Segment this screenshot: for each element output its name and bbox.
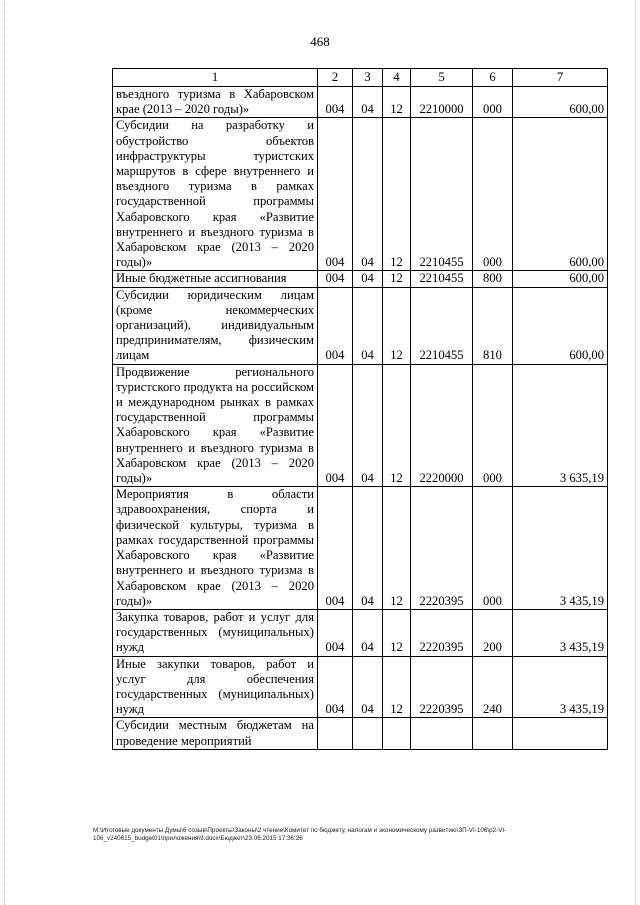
row-name-cell: Субсидии местным бюджетам на проведение мероприятий: [113, 718, 318, 749]
row-value-cell: 04: [353, 609, 383, 656]
table-header-row: [113, 69, 608, 87]
row-value-cell: 004: [318, 118, 353, 271]
row-value-cell: 800: [473, 271, 513, 287]
row-value-cell: [383, 718, 411, 749]
table-row: [113, 271, 608, 287]
row-name-cell: въездного туризма в Хабаровском крае (2013 – 2020 годы)»: [113, 87, 318, 118]
row-value-cell: 3 435,19: [513, 609, 608, 656]
row-value-cell: 2210455: [411, 118, 473, 271]
row-value-cell: 004: [318, 87, 353, 118]
row-value-cell: 004: [318, 271, 353, 287]
row-value-cell: 000: [473, 487, 513, 610]
budget-table: [112, 68, 608, 750]
row-value-cell: 3 635,19: [513, 364, 608, 487]
row-value-cell: 04: [353, 487, 383, 610]
table-row: [113, 718, 608, 749]
row-value-cell: 200: [473, 609, 513, 656]
row-name-cell: Продвижение регионального туристского продукта на российском и международном рынках в рамках государственной программы Хабаровского края «Развитие внутреннего и въездного туризма в Хабаровском крае (2013 – 2020 годы)»: [113, 364, 318, 487]
row-name-cell: Субсидии на разработку и обустройство объектов инфраструктуры туристских маршрутов в сфере внутреннего и въездного туризма в рамках государственной программы Хабаровского края «Развитие внутреннего и въездного туризма в Хабаровском крае (2013 – 2020 годы)»: [113, 118, 318, 271]
table-row: [113, 364, 608, 487]
row-value-cell: 12: [383, 271, 411, 287]
column-header: 6: [473, 69, 513, 87]
row-value-cell: 810: [473, 287, 513, 364]
row-value-cell: 12: [383, 609, 411, 656]
row-value-cell: 12: [383, 656, 411, 718]
row-value-cell: 04: [353, 87, 383, 118]
row-value-cell: 04: [353, 118, 383, 271]
row-value-cell: 12: [383, 364, 411, 487]
row-value-cell: 600,00: [513, 271, 608, 287]
row-value-cell: [353, 718, 383, 749]
column-header: 1: [113, 69, 318, 87]
row-value-cell: 04: [353, 364, 383, 487]
row-value-cell: 600,00: [513, 87, 608, 118]
row-value-cell: [318, 718, 353, 749]
row-value-cell: 004: [318, 487, 353, 610]
row-value-cell: 000: [473, 87, 513, 118]
scan-edge-left: [4, 0, 6, 905]
column-header: 2: [318, 69, 353, 87]
row-value-cell: 3 435,19: [513, 487, 608, 610]
column-header: 4: [383, 69, 411, 87]
row-name-cell: Иные бюджетные ассигнования: [113, 271, 318, 287]
column-header: 7: [513, 69, 608, 87]
document-footer-path: M:\Итоговые документы Думы\6 созыв\Проекты\Законы\2 чтение\Комитет по бюджету, налогам и экономическому развитию\ЗП-VI-106\р2-VI-106_v240615_budget01\приложения\9.docx\Бюджет\23.06.2015 17:36:26: [93, 827, 507, 842]
row-value-cell: 000: [473, 118, 513, 271]
row-value-cell: 12: [383, 487, 411, 610]
column-header: 3: [353, 69, 383, 87]
table-row: [113, 656, 608, 718]
row-value-cell: 12: [383, 87, 411, 118]
row-value-cell: 004: [318, 364, 353, 487]
row-value-cell: 600,00: [513, 287, 608, 364]
row-value-cell: 12: [383, 118, 411, 271]
row-value-cell: 04: [353, 271, 383, 287]
table-row: [113, 487, 608, 610]
table-row: [113, 609, 608, 656]
row-value-cell: 240: [473, 656, 513, 718]
row-value-cell: 2220395: [411, 656, 473, 718]
row-value-cell: 2210000: [411, 87, 473, 118]
row-value-cell: 3 435,19: [513, 656, 608, 718]
row-value-cell: 12: [383, 287, 411, 364]
page-number: 468: [310, 34, 330, 49]
row-value-cell: 2220395: [411, 609, 473, 656]
row-name-cell: Субсидии юридическим лицам (кроме некоммерческих организаций), индивидуальным предпринимателям, физическим лицам: [113, 287, 318, 364]
row-value-cell: 000: [473, 364, 513, 487]
row-value-cell: 2220395: [411, 487, 473, 610]
row-value-cell: 004: [318, 656, 353, 718]
scan-edge-right: [635, 0, 637, 905]
table-row: [113, 287, 608, 364]
row-value-cell: 004: [318, 287, 353, 364]
row-value-cell: [473, 718, 513, 749]
row-value-cell: 004: [318, 609, 353, 656]
table-row: [113, 87, 608, 118]
row-value-cell: [411, 718, 473, 749]
row-value-cell: 600,00: [513, 118, 608, 271]
row-value-cell: 04: [353, 287, 383, 364]
row-value-cell: 2210455: [411, 271, 473, 287]
row-value-cell: [513, 718, 608, 749]
row-name-cell: Иные закупки товаров, работ и услуг для обеспечения государственных (муниципальных) нужд: [113, 656, 318, 718]
table-row: [113, 118, 608, 271]
row-value-cell: 2210455: [411, 287, 473, 364]
row-name-cell: Закупка товаров, работ и услуг для государственных (муниципальных) нужд: [113, 609, 318, 656]
row-name-cell: Мероприятия в области здравоохранения, спорта и физической культуры, туризма в рамках государственной программы Хабаровского края «Развитие внутреннего и въездного туризма в Хабаровском крае (2013 – 2020 годы)»: [113, 487, 318, 610]
column-header: 5: [411, 69, 473, 87]
row-value-cell: 2220000: [411, 364, 473, 487]
row-value-cell: 04: [353, 656, 383, 718]
